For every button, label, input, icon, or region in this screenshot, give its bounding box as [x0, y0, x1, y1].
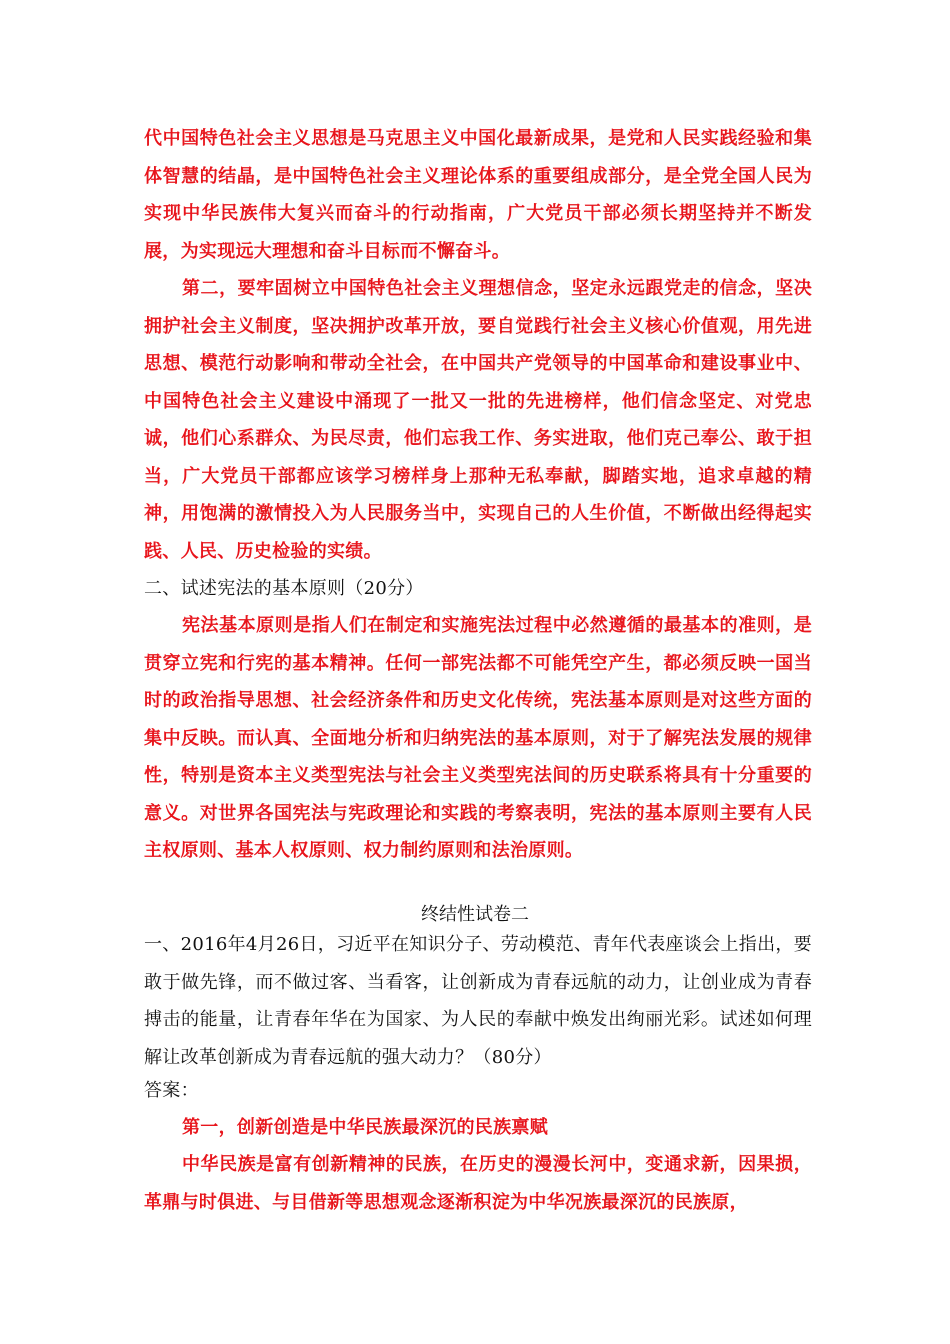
question-2-answer: 宪法基本原则是指人们在制定和实施宪法过程中必然遵循的最基本的准则，是贯穿立宪和行宪的基本精神。任何一部宪法都不可能凭空产生，都必须反映一国当时的政治指导思想、社会经济条件和历史文化传统，宪法基本原则是对这些方面的集中反映。而认真、全面地分析和归纳宪法的基本原则，对于了解宪法发展的规律性，特别是资本主义类型宪法与社会主义类型宪法间的历史联系将具有十分重要的意义。对世界各国宪法与宪政理论和实践的考察表明，宪法的基本原则主要有人民主权原则、基本人权原则、权力制约原则和法治原则。 [144, 615, 812, 861]
exam-2-title: 终结性试卷二 [421, 904, 529, 925]
exam-2-question: 一、2016年4月26日，习近平在知识分子、劳动模范、青年代表座谈会上指出，要敢于做先锋，而不做过客、当看客，让创新成为青春远航的动力，让创业成为青春搏击的能量，让青春年华在为国家、为人民的奉献中焕发出绚丽光彩。试述如何理解让改革创新成为青春远航的强大动力？（80分） [144, 934, 812, 1068]
question-2-heading: 二、试述宪法的基本原则（20分） [144, 578, 424, 599]
paragraph-second-point: 第二，要牢固树立中国特色社会主义理想信念，坚定永远跟党走的信念，坚决拥护社会主义制度，坚决拥护改革开放，要自觉践行社会主义核心价值观，用先进思想、模范行动影响和带动全社会，在中国共产党领导的中国革命和建设事业中、中国特色社会主义建设中涌现了一批又一批的先进榜样，他们信念坚定、对党忠诚，他们心系群众、为民尽责，他们忘我工作、务实进取，他们克己奉公、敢于担当，广大党员干部都应该学习榜样身上那种无私奉献，脚踏实地，追求卓越的精神，用饱满的激情投入为人民服务当中，实现自己的人生价值，不断做出经得起实践、人民、历史检验的实绩。 [144, 278, 812, 562]
paragraph-continuation: 代中国特色社会主义思想是马克思主义中国化最新成果，是党和人民实践经验和集体智慧的结晶，是中国特色社会主义理论体系的重要组成部分，是全党全国人民为实现中华民族伟大复兴而奋斗的行动指南，广大党员干部必须长期坚持并不断发展，为实现远大理想和奋斗目标而不懈奋斗。 [144, 128, 812, 262]
answer-label: 答案： [144, 1080, 199, 1101]
answer-point-1-heading: 第一，创新创造是中华民族最深沉的民族禀赋 [182, 1117, 548, 1138]
answer-paragraph-1: 中华民族是富有创新精神的民族，在历史的漫漫长河中，变通求新，因果损，革鼎与时俱进、与目借新等思想观念逐渐积淀为中华况族最深沉的民族原， [144, 1154, 812, 1213]
